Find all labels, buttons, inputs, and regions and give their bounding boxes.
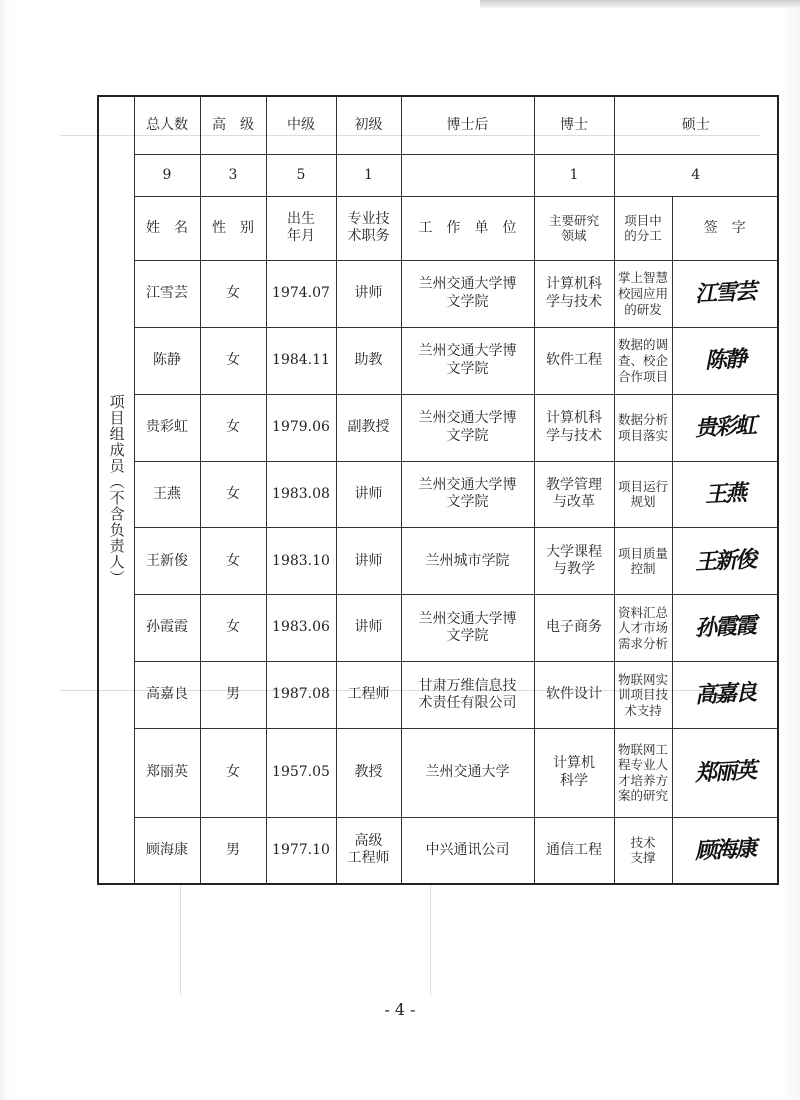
member-title: 讲师 xyxy=(336,528,401,595)
member-title: 教授 xyxy=(336,729,401,817)
value-master: 4 xyxy=(614,155,778,197)
handwritten-signature: 孙霞霞 xyxy=(694,613,756,643)
member-role: 数据的调 查、校企 合作项目 xyxy=(614,327,672,394)
col-title: 专业技 术职务 xyxy=(336,196,401,260)
member-gender: 男 xyxy=(200,817,266,884)
col-role: 项目中 的分工 xyxy=(614,196,672,260)
header-postdoc: 博士后 xyxy=(401,96,534,155)
member-name: 陈静 xyxy=(134,327,200,394)
header-phd: 博士 xyxy=(534,96,614,155)
member-gender: 女 xyxy=(200,394,266,461)
member-role: 项目运行 规划 xyxy=(614,461,672,528)
member-role: 物联网实 训项目技 术支持 xyxy=(614,662,672,729)
scan-edge xyxy=(480,0,800,8)
member-role: 数据分析 项目落实 xyxy=(614,394,672,461)
member-role: 技术 支撑 xyxy=(614,817,672,884)
member-title: 讲师 xyxy=(336,461,401,528)
member-row xyxy=(98,461,778,528)
member-row xyxy=(98,595,778,662)
member-row xyxy=(98,260,778,327)
member-row xyxy=(98,817,778,884)
member-unit: 中兴通讯公司 xyxy=(401,817,534,884)
member-signature xyxy=(672,528,778,595)
member-signature xyxy=(672,595,778,662)
member-birth: 1983.08 xyxy=(266,461,336,528)
handwritten-signature: 陈静 xyxy=(704,346,746,374)
member-name: 孙霞霞 xyxy=(134,595,200,662)
value-postdoc xyxy=(401,155,534,197)
member-gender: 女 xyxy=(200,729,266,817)
member-name: 高嘉良 xyxy=(134,662,200,729)
member-unit: 兰州交通大学博 文学院 xyxy=(401,461,534,528)
col-birth: 出生 年月 xyxy=(266,196,336,260)
value-phd: 1 xyxy=(534,155,614,197)
member-signature xyxy=(672,461,778,528)
member-field: 计算机科 学与技术 xyxy=(534,260,614,327)
col-name: 姓 名 xyxy=(134,196,200,260)
value-junior: 1 xyxy=(336,155,401,197)
member-birth: 1987.08 xyxy=(266,662,336,729)
col-signature: 签 字 xyxy=(672,196,778,260)
member-signature xyxy=(672,260,778,327)
member-unit: 兰州交通大学博 文学院 xyxy=(401,595,534,662)
col-gender: 性 别 xyxy=(200,196,266,260)
member-role: 资料汇总 人才市场 需求分析 xyxy=(614,595,672,662)
header-junior: 初级 xyxy=(336,96,401,155)
member-title: 副教授 xyxy=(336,394,401,461)
member-role: 项目质量 控制 xyxy=(614,528,672,595)
member-row xyxy=(98,528,778,595)
member-gender: 男 xyxy=(200,662,266,729)
value-senior: 3 xyxy=(200,155,266,197)
value-intermediate: 5 xyxy=(266,155,336,197)
handwritten-signature: 王燕 xyxy=(704,480,746,508)
member-row xyxy=(98,394,778,461)
member-field: 通信工程 xyxy=(534,817,614,884)
member-title: 工程师 xyxy=(336,662,401,729)
col-unit: 工 作 单 位 xyxy=(401,196,534,260)
value-total: 9 xyxy=(134,155,200,197)
member-gender: 女 xyxy=(200,260,266,327)
member-unit: 兰州交通大学 xyxy=(401,729,534,817)
member-field: 计算机科 学与技术 xyxy=(534,394,614,461)
member-field: 大学课程 与教学 xyxy=(534,528,614,595)
member-header-row xyxy=(98,196,778,260)
summary-header-row xyxy=(98,96,778,155)
member-gender: 女 xyxy=(200,327,266,394)
member-birth: 1974.07 xyxy=(266,260,336,327)
member-unit: 兰州交通大学博 文学院 xyxy=(401,394,534,461)
member-field: 软件设计 xyxy=(534,662,614,729)
handwritten-signature: 顾海康 xyxy=(694,835,756,865)
member-name: 贵彩虹 xyxy=(134,394,200,461)
member-name: 王新俊 xyxy=(134,528,200,595)
side-label: 项目组成员（不含负责人） xyxy=(98,96,134,884)
member-birth: 1983.06 xyxy=(266,595,336,662)
handwritten-signature: 郑丽英 xyxy=(694,758,756,787)
member-signature xyxy=(672,817,778,884)
member-birth: 1984.11 xyxy=(266,327,336,394)
member-title: 讲师 xyxy=(336,260,401,327)
member-row xyxy=(98,327,778,394)
member-unit: 兰州交通大学博 文学院 xyxy=(401,260,534,327)
member-gender: 女 xyxy=(200,595,266,662)
handwritten-signature: 王新俊 xyxy=(694,547,756,576)
summary-value-row xyxy=(98,155,778,197)
member-signature xyxy=(672,729,778,817)
member-signature xyxy=(672,327,778,394)
member-birth: 1977.10 xyxy=(266,817,336,884)
member-role: 掌上智慧 校园应用 的研发 xyxy=(614,260,672,327)
member-row xyxy=(98,729,778,817)
member-table xyxy=(97,95,779,885)
member-field: 计算机 科学 xyxy=(534,729,614,817)
header-senior: 高 级 xyxy=(200,96,266,155)
member-unit: 甘肃万维信息技 术责任有限公司 xyxy=(401,662,534,729)
bleed-through-line xyxy=(430,885,431,995)
member-birth: 1979.06 xyxy=(266,394,336,461)
member-title: 讲师 xyxy=(336,595,401,662)
member-role: 物联网工 程专业人 才培养方 案的研究 xyxy=(614,729,672,817)
member-field: 电子商务 xyxy=(534,595,614,662)
member-gender: 女 xyxy=(200,461,266,528)
member-title: 高级 工程师 xyxy=(336,817,401,884)
member-field: 教学管理 与改革 xyxy=(534,461,614,528)
member-unit: 兰州交通大学博 文学院 xyxy=(401,327,534,394)
member-signature xyxy=(672,394,778,461)
col-field: 主要研究 领域 xyxy=(534,196,614,260)
header-intermediate: 中级 xyxy=(266,96,336,155)
page-number: - 4 - xyxy=(384,1000,416,1019)
header-total: 总人数 xyxy=(134,96,200,155)
header-master: 硕士 xyxy=(614,96,778,155)
member-row xyxy=(98,662,778,729)
member-signature xyxy=(672,662,778,729)
member-name: 王燕 xyxy=(134,461,200,528)
member-birth: 1983.10 xyxy=(266,528,336,595)
bleed-through-line xyxy=(180,885,181,995)
handwritten-signature: 江雪芸 xyxy=(694,279,756,308)
member-title: 助教 xyxy=(336,327,401,394)
handwritten-signature: 贵彩虹 xyxy=(694,413,756,442)
member-field: 软件工程 xyxy=(534,327,614,394)
member-unit: 兰州城市学院 xyxy=(401,528,534,595)
member-gender: 女 xyxy=(200,528,266,595)
member-name: 郑丽英 xyxy=(134,729,200,817)
member-name: 江雪芸 xyxy=(134,260,200,327)
member-birth: 1957.05 xyxy=(266,729,336,817)
handwritten-signature: 高嘉良 xyxy=(694,680,756,709)
member-name: 顾海康 xyxy=(134,817,200,884)
